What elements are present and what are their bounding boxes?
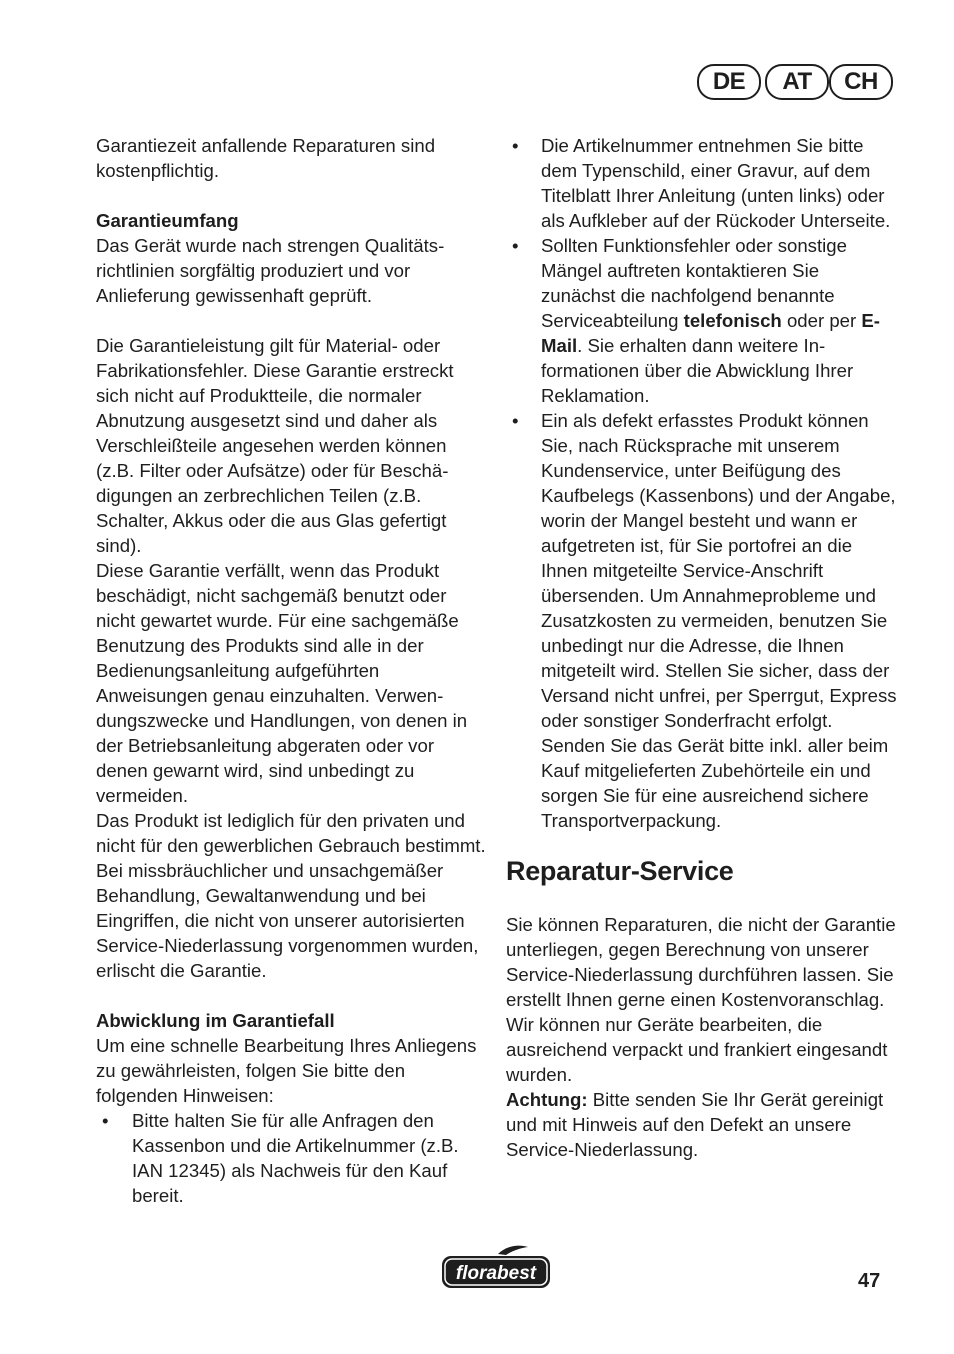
bold-telefonisch: telefonisch — [683, 310, 782, 331]
scope-paragraph-3: Diese Garantie verfällt, wenn das Produkt beschädigt, nicht sachgemäß benutzt oder nicht gewartet wurde. Für eine sachgemäße Benutzung des Produkts sind alle in der Bedienungsanleitung aufgeführten Anweisungen genau einzuhalten. Verwendungszwecke und Handlungen, von denen in der Betriebsanleitung abgeraten oder vor denen gewarnt wird, sind unbedingt zu vermeiden. — [96, 560, 468, 806]
country-badge-de: DE — [697, 64, 761, 100]
logo-brand-text: florabest — [455, 1263, 537, 1284]
bullet-icon: • — [512, 135, 519, 156]
list-item — [96, 1108, 488, 1208]
scope-paragraph-1: Das Gerät wurde nach strengen Qualitätsrichtlinien sorgfältig produziert und vor Anlieferung gewissenhaft geprüft. — [96, 235, 445, 306]
bullet-text: Ein als defekt erfasstes Produkt können Sie, nach Rücksprache mit unserem Kundenservice, unter Beifügung des Kaufbelegs (Kassenbons) und der Angabe, worin der Mangel besteht und wann er aufgetreten ist, für Sie portofrei an die Ihnen mitgeteilte Service-Anschrift übersenden. Um Annahmeprobleme und Zusatzkosten zu vermeiden, benutzen Sie unbedingt nur die Adresse, die Ihnen mitgeteilt wird. Stellen Sie sicher, dass der Versand nicht unfrei, per Sperrgut, Express oder sonstiger Sonderfracht erfolgt. Senden Sie das Gerät bitte inkl. aller beim Kauf mitgelieferten Zubehörteile ein und sorgen Sie für eine ausreichend sichere Transportverpackung. — [541, 410, 897, 831]
heading-abwicklung: Abwicklung im Garantiefall — [96, 1010, 335, 1031]
attention-text: Bitte senden Sie Ihr Gerät gereinigt und mit Hinweis auf den Defekt an unsere Service-Niederlassung. — [506, 1089, 884, 1160]
country-badge-ch: CH — [829, 64, 893, 100]
repair-attention-paragraph — [506, 1087, 898, 1162]
florabest-logo — [440, 1244, 552, 1290]
scope-paragraph-4: Das Produkt ist lediglich für den privaten und nicht für den gewerblichen Gebrauch bestimmt. Bei missbräuchlicher und unsachgemäßer Behandlung, Gewaltanwendung und bei Eingriffen, die nicht von unserer autorisierten Service-Niederlassung vorgenommen wurden, erlischt die Garantie. — [96, 810, 486, 981]
bullet-text-part: . Sie erhalten dann weitere Informationen über die Abwicklung Ihrer Reklamation. — [541, 335, 854, 406]
intro-paragraph: Garantiezeit anfallende Reparaturen sind kostenpflichtig. — [96, 135, 436, 181]
scope-paragraph-2: Die Garantieleistung gilt für Material- oder Fabrikationsfehler. Diese Garantie erstreckt sich nicht auf Produktteile, die normaler Abnutzung ausgesetzt sind und daher als Verschleißteile angesehen werden können (z.B. Filter oder Aufsätze) oder für Beschädigungen an zerbrechlichen Teilen (z.B. Schalter, Akkus oder die aus Glas gefertigt sind). — [96, 335, 454, 556]
bold-email: E-Mail — [541, 310, 880, 356]
claim-bullet-list-continued — [506, 133, 898, 833]
page-number: 47 — [858, 1270, 881, 1292]
right-column — [506, 133, 898, 1162]
bullet-text-part: Sollten Funktionsfehler oder sonstige Mängel auftreten kontaktieren Sie zunächst die nachfolgend benannte Serviceabteilung — [541, 235, 847, 331]
attention-label: Achtung: — [506, 1089, 588, 1110]
claim-intro: Um eine schnelle Bearbeitung Ihres Anliegens zu gewährleisten, folgen Sie bitte den folgenden Hinweisen: — [96, 1035, 477, 1106]
leaf-icon — [498, 1246, 528, 1255]
repair-paragraph-2: Wir können nur Geräte bearbeiten, die ausreichend verpackt und frankiert eingesandt wurden. — [506, 1014, 888, 1085]
country-badge-at: AT — [765, 64, 829, 100]
claim-bullet-list — [96, 1108, 488, 1208]
heading-garantieumfang: Garantieumfang — [96, 210, 239, 231]
bullet-icon: • — [512, 235, 519, 256]
bullet-icon: • — [102, 1110, 109, 1131]
list-item — [506, 408, 898, 833]
list-item — [506, 133, 898, 233]
bullet-text: Bitte halten Sie für alle Anfragen den Kassenbon und die Artikelnummer (z.B. IAN 12345) als Nachweis für den Kauf bereit. — [132, 1110, 459, 1206]
bullet-text: Die Artikelnummer entnehmen Sie bitte dem Typenschild, einer Gravur, auf dem Titelblatt Ihrer Anleitung (unten links) oder als Aufkleber auf der Rückoder Unterseite. — [541, 135, 891, 231]
left-column — [96, 133, 488, 1208]
bullet-icon: • — [512, 410, 519, 431]
repair-paragraph-1: Sie können Reparaturen, die nicht der Garantie unterliegen, gegen Berechnung von unserer Service-Niederlassung durchführen lassen. Sie erstellt Ihnen gerne einen Kostenvoranschlag. — [506, 914, 896, 1010]
list-item — [506, 233, 898, 408]
bullet-text-part: oder per — [781, 310, 862, 331]
section-title-reparatur: Reparatur-Service — [506, 856, 734, 886]
